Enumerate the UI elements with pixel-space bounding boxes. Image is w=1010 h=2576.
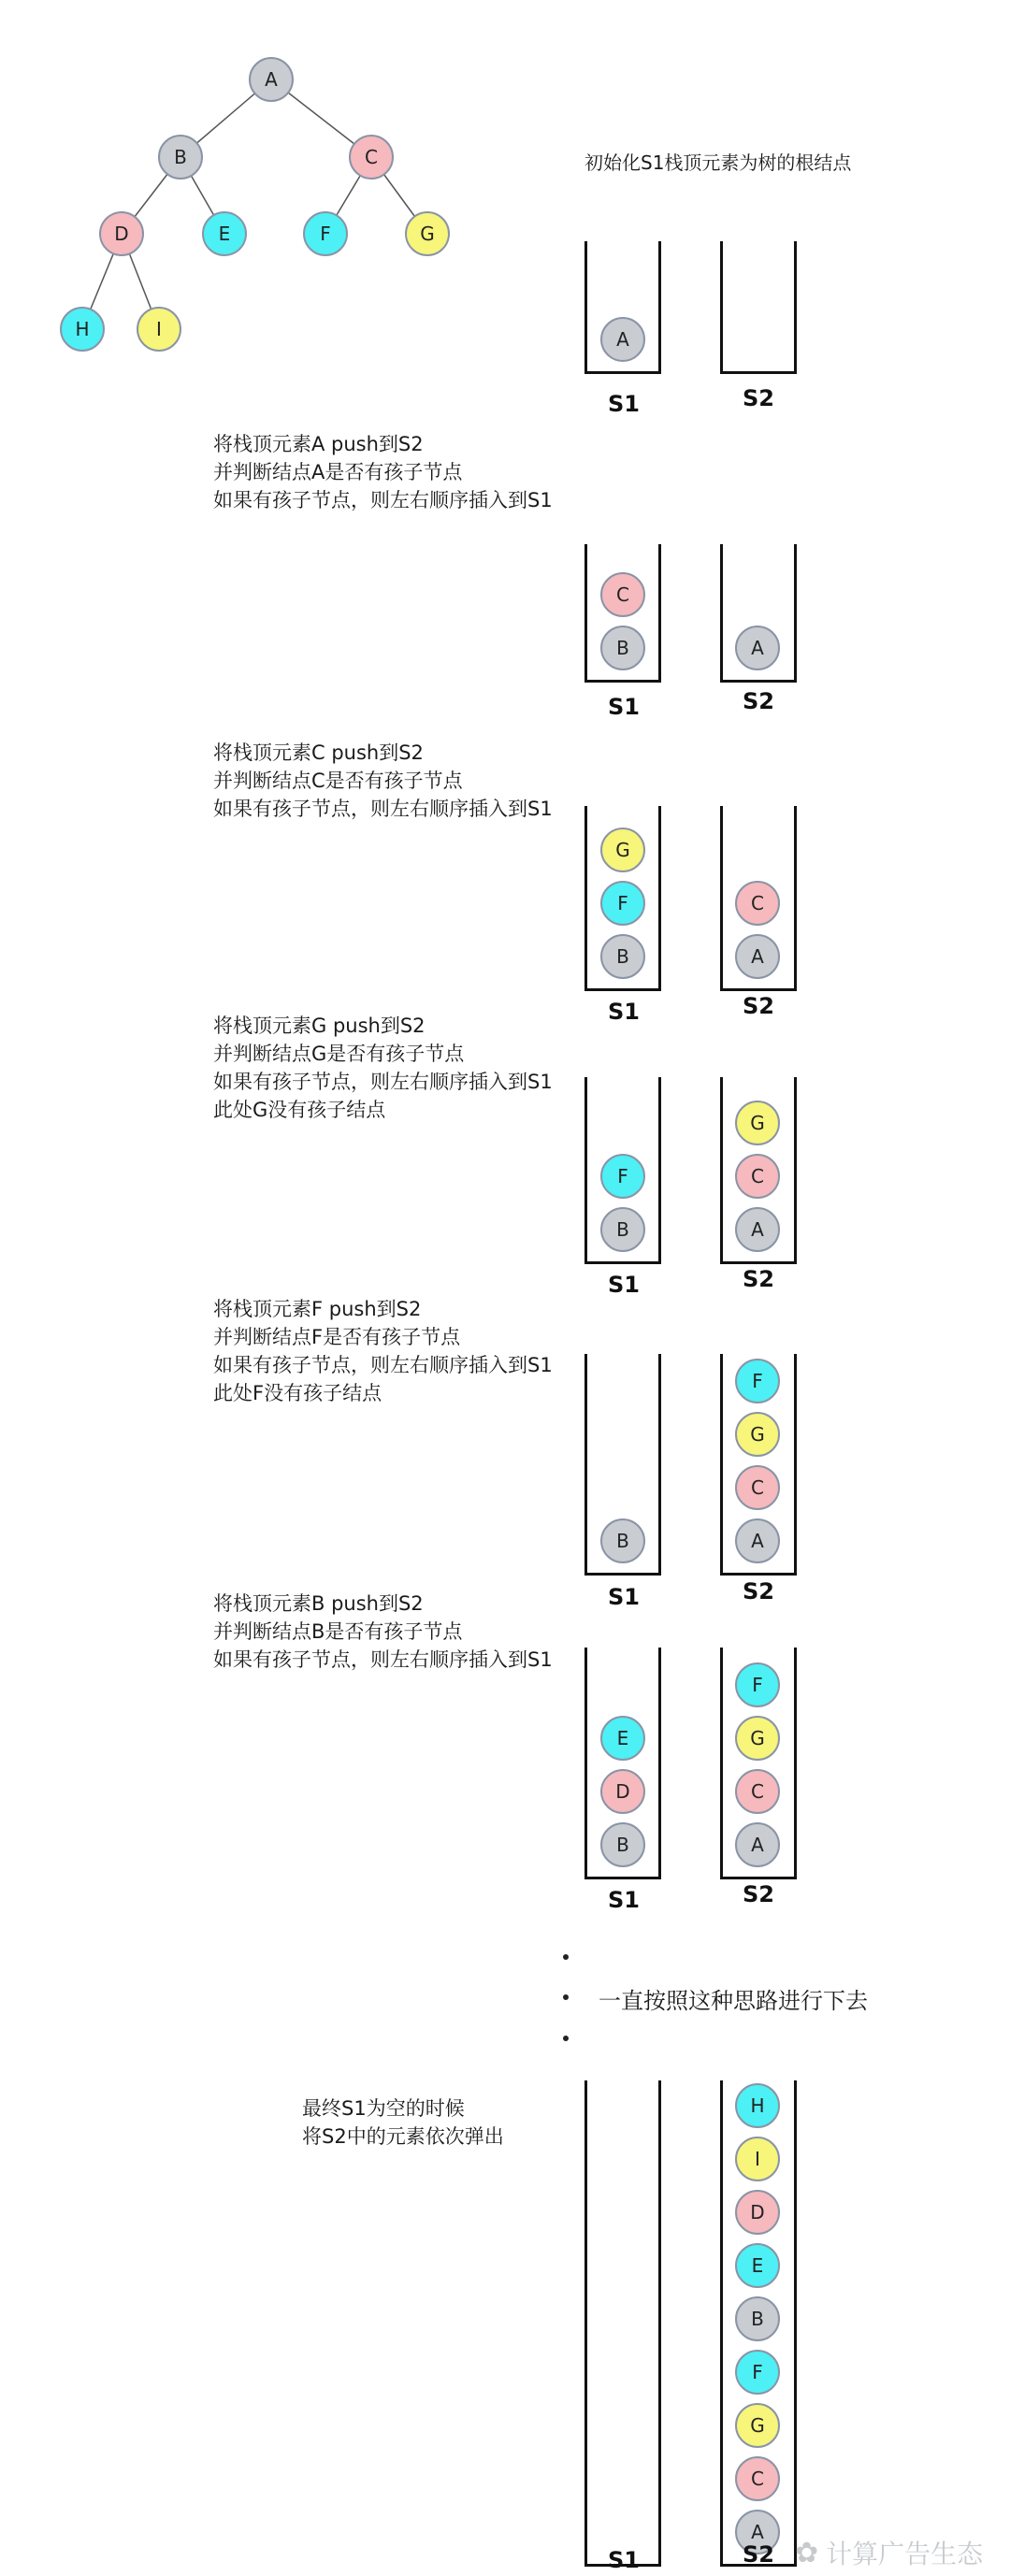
step-text [213, 430, 553, 514]
step-text-line: 如果有孩子节点，则左右顺序插入到S1 [213, 1354, 553, 1376]
step-text [213, 1295, 553, 1407]
step-text [213, 1590, 553, 1674]
stack-node-a: A [735, 1207, 780, 1252]
stack-node-b: B [600, 934, 645, 979]
step-text-line: 并判断结点C是否有孩子节点 [213, 770, 463, 792]
stack-node-f: F [600, 881, 645, 926]
stack-node-a: A [735, 934, 780, 979]
tree-node-i: I [137, 307, 181, 352]
stack-node-d: D [735, 2190, 780, 2235]
tree-node-g: G [405, 211, 450, 256]
step-text-line: 如果有孩子节点，则左右顺序插入到S1 [213, 1648, 553, 1671]
stack-s1-label: S1 [608, 391, 640, 417]
tree-node-h: H [60, 307, 105, 352]
tree-node-d: D [99, 211, 144, 256]
stack-node-g: G [735, 2403, 780, 2448]
step-text-line: 此处G没有孩子结点 [213, 1099, 386, 1121]
step-text-line: 如果有孩子节点，则左右顺序插入到S1 [213, 1071, 553, 1093]
stack-s2-label: S2 [743, 993, 774, 1019]
stack-node-b: B [600, 1207, 645, 1252]
tree-node-f: F [303, 211, 348, 256]
stack-s1-label: S1 [608, 999, 640, 1025]
stack-node-c: C [735, 2456, 780, 2501]
stack-node-g: G [600, 827, 645, 872]
stack-node-c: C [735, 881, 780, 926]
stack-node-f: F [600, 1154, 645, 1199]
stack-node-h: H [735, 2083, 780, 2128]
stack-node-f: F [735, 1359, 780, 1403]
stack-node-a: A [735, 626, 780, 670]
stack-node-b: B [600, 1518, 645, 1563]
stack-node-g: G [735, 1716, 780, 1761]
tree-node-c: C [349, 135, 394, 180]
step-text-line: 并判断结点B是否有孩子节点 [213, 1620, 463, 1643]
stack-node-a: A [735, 2510, 780, 2554]
stack-s1-label: S1 [608, 1584, 640, 1610]
stack-node-c: C [735, 1465, 780, 1510]
step-text [213, 1012, 553, 1124]
stack-s2-label: S2 [743, 1266, 774, 1292]
final-step-text [302, 2094, 504, 2151]
stack-s2-label: S2 [743, 1881, 774, 1907]
step-text-line: 并判断结点F是否有孩子节点 [213, 1326, 461, 1348]
step-text-line: 如果有孩子节点，则左右顺序插入到S1 [213, 798, 553, 820]
stack-node-b: B [735, 2296, 780, 2341]
watermark-text: 计算广告生态 [826, 2539, 984, 2569]
step-text-line: 并判断结点A是否有孩子节点 [213, 461, 463, 483]
stack-node-c: C [600, 572, 645, 617]
tree-node-e: E [202, 211, 247, 256]
stack-s1-final-label: S1 [608, 2547, 640, 2573]
stack-node-b: B [600, 1822, 645, 1867]
stack-node-e: E [600, 1716, 645, 1761]
step-text-line: 将栈顶元素G push到S2 [213, 1015, 426, 1037]
stack-node-b: B [600, 626, 645, 670]
final-step-line: 将S2中的元素依次弹出 [302, 2125, 504, 2148]
wechat-icon: ✿ [795, 2536, 819, 2569]
stack-s2-label: S2 [743, 1578, 774, 1605]
stack-s2-label: S2 [743, 385, 774, 411]
ellipsis-dot [563, 2036, 569, 2041]
stack-s2 [720, 241, 797, 374]
stack-node-c: C [735, 1154, 780, 1199]
stack-node-a: A [735, 1518, 780, 1563]
step-text-line: 将栈顶元素F push到S2 [213, 1298, 422, 1320]
step-text-line: 将栈顶元素A push到S2 [213, 433, 424, 455]
ellipsis-dot [563, 1954, 569, 1960]
stack-s1-final [584, 2080, 661, 2567]
stack-node-i: I [735, 2137, 780, 2181]
continue-text: 一直按照这种思路进行下去 [599, 1988, 868, 2014]
stack-node-c: C [735, 1769, 780, 1814]
stack-s1-label: S1 [608, 1887, 640, 1913]
stack-s2-label: S2 [743, 688, 774, 714]
step-text-line: 并判断结点G是否有孩子节点 [213, 1043, 465, 1065]
step-text-line: 如果有孩子节点，则左右顺序插入到S1 [213, 489, 553, 511]
stack-node-g: G [735, 1412, 780, 1457]
stack-node-f: F [735, 2350, 780, 2395]
intro-text: 初始化S1栈顶元素为树的根结点 [584, 151, 852, 174]
stack-node-a: A [735, 1822, 780, 1867]
stack-node-f: F [735, 1662, 780, 1707]
stack-s1-label: S1 [608, 694, 640, 720]
stack-s1-label: S1 [608, 1272, 640, 1298]
stack-node-a: A [600, 317, 645, 362]
tree-node-b: B [158, 135, 203, 180]
step-text-line: 将栈顶元素C push到S2 [213, 741, 424, 764]
ellipsis-dot [563, 1994, 569, 2000]
stack-node-g: G [735, 1101, 780, 1145]
step-text-line: 此处F没有孩子结点 [213, 1382, 382, 1404]
stack-node-e: E [735, 2243, 780, 2288]
stack-s2-final-label: S2 [743, 2541, 774, 2568]
watermark [795, 2534, 983, 2571]
step-text-line: 将栈顶元素B push到S2 [213, 1592, 424, 1615]
tree-node-a: A [249, 57, 294, 102]
stack-node-d: D [600, 1769, 645, 1814]
final-step-line: 最终S1为空的时候 [302, 2097, 465, 2120]
step-text [213, 739, 553, 823]
